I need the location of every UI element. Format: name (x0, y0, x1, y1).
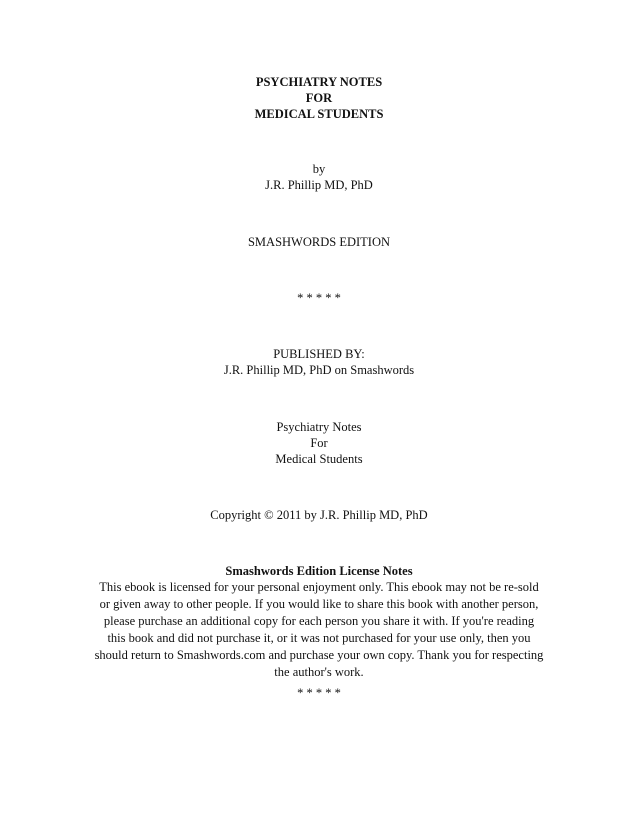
publisher-name: J.R. Phillip MD, PhD on Smashwords (223, 363, 415, 377)
title-line-3: MEDICAL STUDENTS (254, 107, 384, 121)
edition-label: SMASHWORDS EDITION (247, 235, 391, 249)
license-line: should return to Smashwords.com and purchase your own copy. Thank you for respecting (94, 648, 544, 662)
separator-bottom: * * * * * (297, 686, 341, 700)
byline-by: by (312, 162, 326, 176)
title-line-1: PSYCHIATRY NOTES (255, 75, 383, 89)
subtitle-line-3: Medical Students (275, 452, 363, 466)
license-line: This ebook is licensed for your personal enjoyment only. This ebook may not be re-sold (99, 580, 539, 594)
subtitle-line-2: For (310, 436, 328, 450)
separator-top: * * * * * (297, 291, 341, 305)
license-heading: Smashwords Edition License Notes (225, 564, 413, 578)
publisher-label: PUBLISHED BY: (273, 347, 365, 361)
license-line: please purchase an additional copy for each person you share it with. If you're reading (103, 614, 535, 628)
license-body (0, 579, 638, 681)
subtitle-line-1: Psychiatry Notes (276, 420, 362, 434)
license-line: or given away to other people. If you would like to share this book with another person, (99, 597, 539, 611)
title-line-2: FOR (305, 91, 333, 105)
byline-author: J.R. Phillip MD, PhD (265, 178, 373, 192)
copyright-notice: Copyright © 2011 by J.R. Phillip MD, PhD (210, 508, 428, 522)
license-line: this book and did not purchase it, or it was not purchased for your use only, then you (107, 631, 531, 645)
license-line: the author's work. (274, 665, 364, 679)
